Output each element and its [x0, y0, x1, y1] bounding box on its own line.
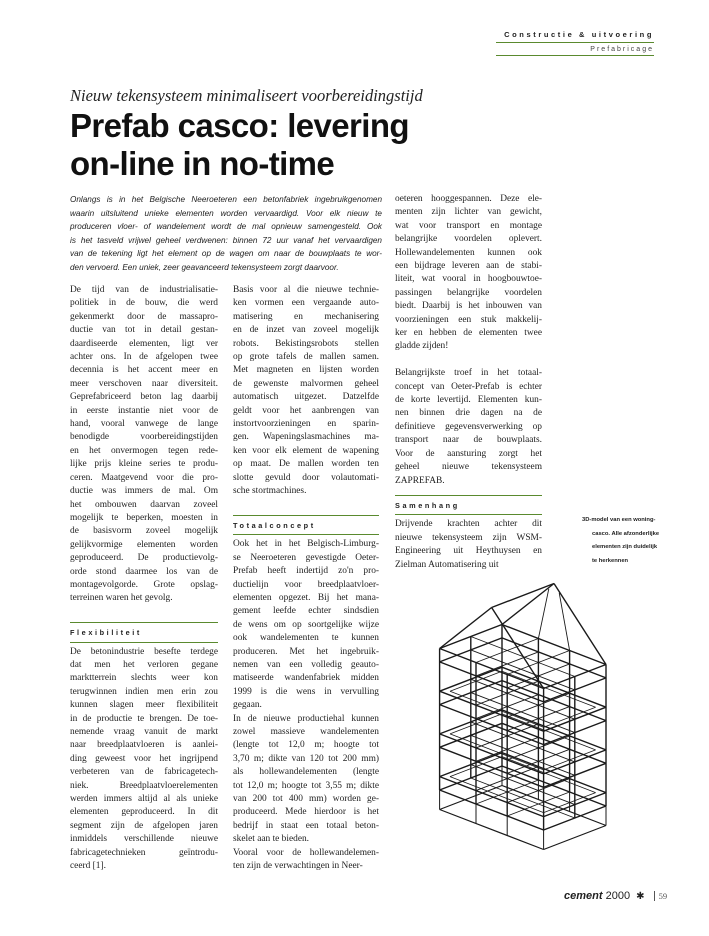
- text-line: op grote tafels de mallen samen.: [233, 352, 379, 363]
- text-line: sche stortmachines.: [233, 486, 307, 497]
- text-line: ook wandelementen te kunnen: [233, 633, 379, 644]
- text-line: automatisch uitgezet. Datzelfde: [233, 392, 379, 403]
- text-line: ker en hebben de elementen twee: [395, 328, 542, 339]
- text-line: politiek in de bouw, die werd: [70, 298, 218, 309]
- intro-line: Onlangs is in het Belgische Neeroeteren een betonfabriek ingebruikgenomen: [70, 195, 382, 204]
- text-line: slotte gevuld door volautomati-: [233, 472, 379, 483]
- text-line: Hollewandelementen kunnen ook: [395, 247, 542, 258]
- wireframe-edge: [502, 584, 554, 625]
- text-line: benodigde voorbereidingstijden: [70, 432, 218, 443]
- text-line: produceerd. Mede hierdoor is het: [233, 807, 379, 818]
- text-line: gegaan.: [233, 700, 262, 711]
- wireframe-edge: [544, 826, 606, 850]
- wireframe-edge: [559, 593, 569, 651]
- text-line: lijke prijs kleine series te produ-: [70, 459, 218, 470]
- text-line: belangrijke voordelen oplevert.: [395, 234, 542, 245]
- text-line: Geprefabriceerd beton lag daarbij: [70, 392, 218, 403]
- text-line: geldt voor het aanbrengen van: [233, 405, 379, 416]
- text-line: segment zijn de afgelopen jaren: [70, 820, 218, 831]
- text-line: kunnen slagen meer flexibiliteit: [70, 700, 218, 711]
- snowflake-icon: ✱: [636, 891, 645, 902]
- text-line: en de inzet van zoveel mogelijk: [233, 325, 379, 336]
- text-line: ding geweest voor het ingrijpend: [70, 753, 218, 764]
- text-line: een bijdrage leveren aan de stabi-: [395, 261, 542, 272]
- text-line: gement leefde echter sindsdien: [233, 606, 379, 617]
- article-kicker: Nieuw tekensysteem minimaliseert voorbereidingstijd: [70, 86, 423, 105]
- text-line: Basis voor al die nieuwe technie-: [233, 285, 379, 295]
- text-line: robots. Bekistingsrobots stellen: [233, 338, 379, 349]
- paragraph: [70, 284, 218, 606]
- text-line: 1999 is die wens in vervulling: [233, 686, 379, 697]
- intro-line: van de tekening ligt het element op de wagen om naar de bouwplaats te wor-: [70, 249, 382, 259]
- paragraph: [233, 847, 379, 874]
- text-line: passingen belangrijke voordelen: [395, 287, 542, 298]
- text-line: decennia is het accent meer en: [70, 365, 218, 376]
- text-line: niek. Breedplaatvloerelementen: [70, 780, 218, 791]
- text-line: geheel nieuwe tekensysteem: [395, 462, 542, 473]
- text-line: menten zijn lichter van gewicht,: [395, 207, 542, 218]
- text-line: geproduceerd. De productievolg-: [70, 553, 218, 564]
- text-line: in eerste instantie niet voor de: [70, 405, 218, 416]
- intro-line: den vervoerd. Een uniek, zeer geavanceerd tekensysteem zorgt daarvoor.: [70, 262, 339, 272]
- caption-line: elementen zijn duidelijk: [592, 544, 658, 551]
- text-line: de wens om op soortgelijke wijze: [233, 619, 379, 630]
- caption-line: te herkennen: [592, 557, 629, 564]
- text-line: ductie was immers de mal. Om: [70, 486, 218, 497]
- text-line: nemen van een volledig geauto-: [233, 659, 379, 670]
- column-3: [395, 193, 542, 572]
- intro-line: is het tasveld vrijwel geheel verdwenen: binnen 72 uur vanaf het vervaardigen: [70, 235, 382, 245]
- text-line: (lengte tot 12,0 m; hoogte tot: [233, 740, 379, 751]
- text-line: terreinen waren het gevolg.: [70, 593, 173, 604]
- wireframe-edge: [502, 757, 596, 793]
- text-line: zowel massieve wandelementen: [233, 726, 379, 737]
- text-line: matiseerde wandenfabriek midden: [233, 673, 379, 684]
- text-line: van 200 tot 400 mm) worden ge-: [233, 794, 379, 805]
- text-line: achter ons. In de afgelopen twee: [70, 352, 218, 363]
- text-line: Vooral voor de hollewandelemen-: [233, 847, 379, 858]
- text-line: Engineering uit Heythuysen en: [395, 546, 542, 557]
- text-line: terugwinnen indien men erin zou: [70, 686, 218, 697]
- paragraph: [233, 284, 379, 499]
- text-line: mogelijk te beperken, moesten in: [70, 512, 218, 523]
- column-2: [233, 284, 379, 873]
- text-line: wat voor transport en montage: [395, 220, 542, 231]
- text-line: marktterrein slechts weer kon: [70, 673, 218, 684]
- text-line: ductielijn voor breedplaatvloer-: [233, 579, 379, 590]
- column-1: [70, 284, 218, 873]
- text-line: definitieve gegevensverwerking op: [395, 421, 542, 432]
- text-line: gelijkvormige elementen worden: [70, 539, 218, 550]
- text-line: montagevolgorde. Grote opslag-: [70, 579, 218, 590]
- wireframe-edge: [492, 608, 544, 689]
- text-line: Voor de aansturing zorgt het: [395, 448, 542, 459]
- article-title: [70, 107, 409, 183]
- text-line: matisering en mechanisering: [233, 311, 379, 322]
- text-line: gekenmerkt door de massapro-: [70, 311, 218, 322]
- text-line: de gewenste malvormen geheel: [233, 378, 379, 389]
- text-line: skelet aan te bieden.: [233, 834, 310, 845]
- magazine-name: cement: [564, 890, 603, 902]
- text-line: tot 12,0 m; hoogte tot 3,55 m; dikte: [233, 780, 379, 791]
- text-line: Belangrijkste troef in het totaal-: [395, 368, 542, 379]
- header-subsection: Prefabricage: [496, 43, 654, 56]
- text-line: werden immers altijd al als unieke: [70, 794, 218, 805]
- section-heading-flexibiliteit: Flexibiliteit: [70, 622, 218, 642]
- text-line: se Neeroeteren gevestigde Oeter-: [233, 552, 379, 563]
- paragraph: [233, 538, 379, 712]
- text-line: bedrijf in staat een totaal beton-: [233, 820, 379, 831]
- intro-line: waarin uitsluitend unieke elementen worden vervaardigd. Voor elk nieuw te: [70, 208, 382, 218]
- text-line: Drijvende krachten achter dit: [395, 519, 542, 530]
- wireframe-edge: [440, 608, 492, 649]
- wireframe-edge: [502, 714, 596, 750]
- text-line: gen. Wapeningslasmachines ma-: [233, 432, 379, 443]
- text-line: ken vormen een vergaande auto-: [233, 298, 379, 309]
- page-number: 59: [654, 891, 668, 901]
- text-line: Ook het in het Belgisch-Limburg-: [233, 539, 379, 550]
- text-line: 3,70 m; dikte van 120 tot 200 mm): [233, 753, 379, 764]
- text-line: transport naar de bouwplaats.: [395, 435, 542, 446]
- text-line: De tijd van de industrialisatie-: [70, 285, 218, 295]
- text-line: oeteren hooggespannen. Deze ele-: [395, 194, 542, 204]
- wireframe-edge: [440, 810, 544, 850]
- title-line: on-line in no-time: [70, 145, 335, 182]
- article-intro: [70, 193, 382, 275]
- figure-caption: [582, 514, 662, 568]
- text-line: en het onvermogen tegen rede-: [70, 445, 218, 456]
- text-line: In de nieuwe productiehal kunnen: [233, 713, 379, 724]
- 3d-casco-model-drawing: [384, 562, 646, 867]
- paragraph: [70, 646, 218, 874]
- text-line: elementen geproduceerd. In dit: [70, 807, 218, 818]
- wireframe-edge: [471, 778, 575, 818]
- text-line: concept van Oeter-Prefab is echter: [395, 381, 542, 392]
- text-line: de korte levertijd. Elementen kun-: [395, 395, 542, 406]
- text-line: ceren. Maatgevend voor die pro-: [70, 472, 218, 483]
- text-line: verbeteren van de fabricagetech-: [70, 767, 218, 778]
- intro-line: produceren vloer- of wandelement wordt de mal opnieuw samengesteld. Ook: [70, 222, 382, 232]
- text-line: het ombouwen daarvan zoveel: [70, 499, 218, 510]
- text-line: instortvoorzieningen en sparin-: [233, 419, 379, 430]
- text-line: fabricagetechnieken geïntrodu-: [70, 847, 218, 858]
- text-line: ductie van tot in detail gestan-: [70, 325, 218, 336]
- wireframe-edge: [471, 765, 575, 805]
- magazine-year: 2000: [605, 890, 631, 902]
- text-line: ZAPREFAB.: [395, 475, 445, 486]
- section-heading-samenhang: Samenhang: [395, 495, 542, 515]
- wireframe-edge: [471, 735, 575, 775]
- paragraph: [395, 367, 542, 488]
- text-line: in de productie te brengen. De toe-: [70, 713, 218, 724]
- text-line: op maat. De mallen worden ten: [233, 459, 379, 470]
- text-line: produceren. Met het ingebruik-: [233, 646, 379, 657]
- text-line: ten zijn de verwachtingen in Neer-: [233, 861, 363, 872]
- text-line: elementen opgezet. Bij het mana-: [233, 592, 379, 603]
- section-heading-totaalconcept: Totaalconcept: [233, 515, 379, 535]
- text-line: nemende vraag vanuit de markt: [70, 726, 218, 737]
- text-line: orde stond daarmee los van de: [70, 566, 218, 577]
- paragraph: [233, 713, 379, 847]
- text-line: nieuwe tekensysteem zijn WSM-: [395, 532, 542, 543]
- text-line: Met magneten en lijsten worden: [233, 365, 379, 376]
- text-line: Prefab heeft indertijd zo'n pro-: [233, 566, 379, 577]
- text-line: ken voor elk element de wapening: [233, 445, 379, 456]
- text-line: daardiseerde elementen, ligt ver: [70, 338, 218, 349]
- page-footer: [564, 890, 667, 902]
- wireframe-edge: [471, 722, 575, 762]
- wireframe-edge: [502, 671, 596, 707]
- text-line: dat men het verloren gegane: [70, 659, 218, 670]
- wireframe-edge: [471, 693, 575, 733]
- paragraph: [395, 193, 542, 354]
- text-line: biedt. Daarbij is het inbouwen van: [395, 301, 542, 312]
- text-line: inmiddels verschillende nieuwe: [70, 834, 218, 845]
- text-line: voorzieningen een stuk makkelij-: [395, 314, 542, 325]
- title-line: Prefab casco: levering: [70, 107, 409, 144]
- text-line: Zielman Automatisering uit: [395, 559, 499, 570]
- text-line: nen binnen drie dagen na de: [395, 408, 542, 419]
- text-line: meer verschoven naar diversiteit.: [70, 378, 218, 389]
- wireframe-edge: [471, 679, 575, 719]
- running-header: [496, 30, 654, 56]
- caption-line: casco. Alle afzonderlijke: [592, 530, 660, 537]
- text-line: naar breedplaatvloeren is aanlei-: [70, 740, 218, 751]
- text-line: de basisvorm zoveel mogelijk: [70, 526, 218, 537]
- wireframe-edge: [538, 589, 548, 639]
- text-line: liteit, wat vooral in hoogbouwtoe-: [395, 274, 542, 285]
- text-line: als hollewandelementen (lengte: [233, 767, 379, 778]
- text-line: gladde zijden!: [395, 341, 449, 352]
- wireframe-edge: [554, 584, 606, 665]
- text-line: ceerd [1].: [70, 861, 106, 872]
- header-section: Constructie & uitvoering: [496, 30, 654, 43]
- caption-line: 3D-model van een woning-: [582, 517, 656, 523]
- wireframe-edge: [492, 584, 554, 608]
- text-line: De betonindustrie besefte terdege: [70, 646, 218, 657]
- text-line: hand, vooral vanwege de lange: [70, 419, 218, 430]
